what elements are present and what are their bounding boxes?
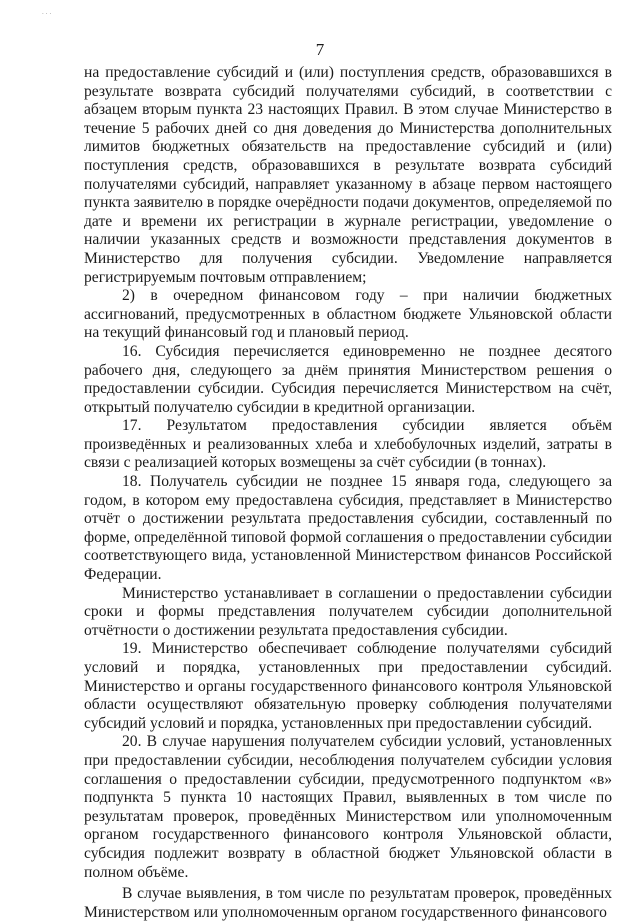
document-body bbox=[84, 64, 612, 922]
paragraph-1: на предоставление субсидий и (или) поступления средств, образовавшихся в результате возврата субсидий получателями субсидий, в соответствии с абзацем вторым пункта 23 настоящих Правил. В этом случае Министерство в течение 5 рабочих дней со дня доведения до Министерства дополнительных лимитов бюджетных обязательств на предоставление субсидий и (или) поступления средств, образовавшихся в результате возврата субсидий получателями субсидий, направляет указанному в абзаце первом настоящего пункта заявителю в порядке очерёдности подачи документов, определяемой по дате и времени их регистрации в журнале регистрации, уведомление о наличии указанных средств и возможности представления документов в Министерство для получения субсидии. Уведомление направляется регистрируемым почтовым отправлением; bbox=[84, 64, 612, 286]
paragraph-8: 20. В случае нарушения получателем субсидии условий, установленных при предоставлении субсидии, несоблюдения получателем субсидии условия соглашения о предоставлении субсидии, предусмотренного подпунктом «в» подпункта 5 пункта 10 настоящих Правил, выявленных в том числе по результатам проверок, проведённых Министерством или уполномоченным органом государственного финансового контроля Ульяновской области, субсидия подлежит возврату в областной бюджет Ульяновской области в полном объёме. bbox=[84, 733, 612, 881]
paragraph-9: В случае выявления, в том числе по результатам проверок, проведённых Министерством или уполномоченным органом государственного финансового bbox=[84, 885, 612, 921]
page-number: 7 bbox=[315, 40, 325, 59]
corner-mark: ... bbox=[42, 8, 54, 16]
paragraph-4: 17. Результатом предоставления субсидии является объём произведённых и реализованных хлеба и хлебобулочных изделий, затраты в связи с реализацией которых возмещены за счёт субсидии (в тоннах). bbox=[84, 417, 612, 472]
paragraph-5: 18. Получатель субсидии не позднее 15 января года, следующего за годом, в котором ему предоставлена субсидия, представляет в Министерство отчёт о достижении результата предоставления субсидии, составленный по форме, определённой типовой формой соглашения о предоставлении субсидии соответствующего вида, установленной Министерством финансов Российской Федерации. bbox=[84, 473, 612, 584]
paragraph-3: 16. Субсидия перечисляется единовременно не позднее десятого рабочего дня, следующего за днём принятия Министерством решения о предоставлении субсидии. Субсидия перечисляется Министерством на счёт, открытый получателю субсидии в кредитной организации. bbox=[84, 342, 612, 416]
paragraph-7: 19. Министерство обеспечивает соблюдение получателями субсидий условий и порядка, установленных при предоставлении субсидий. Министерство и органы государственного финансового контроля Ульяновской области осуществляют обязательную проверку соблюдения получателями субсидий условий и порядка, установленных при предоставлении субсидий. bbox=[84, 640, 612, 732]
paragraph-6: Министерство устанавливает в соглашении о предоставлении субсидии сроки и формы представления получателем субсидии дополнительной отчётности о достижении результата предоставления субсидии. bbox=[84, 584, 612, 639]
paragraph-2: 2) в очередном финансовом году – при наличии бюджетных ассигнований, предусмотренных в областном бюджете Ульяновской области на текущий финансовый год и плановый период. bbox=[84, 287, 612, 342]
